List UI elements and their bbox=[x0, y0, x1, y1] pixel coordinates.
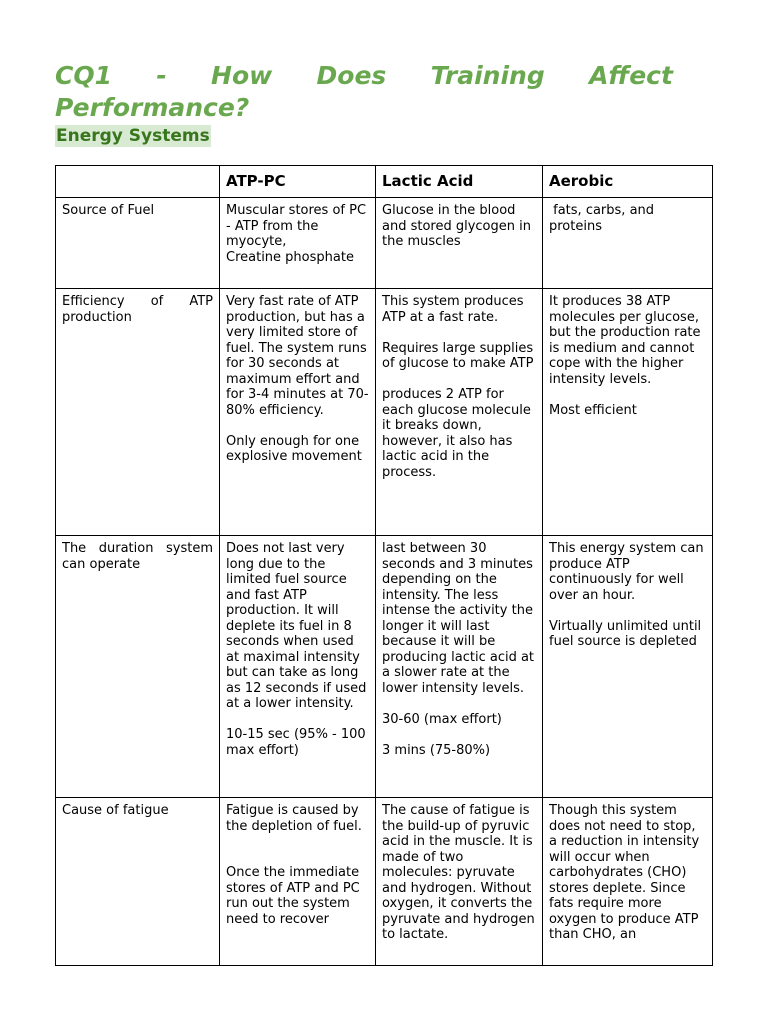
row-label: Source of Fuel bbox=[56, 198, 220, 289]
table-cell: Very fast rate of ATP production, but has a very limited store of fuel. The system runs for 30 seconds at maximum effort and for 3-4 minutes at 70-80% efficiency. Only enough for one explosive movement bbox=[220, 289, 376, 536]
header-cell-lactic-acid: Lactic Acid bbox=[376, 166, 543, 198]
title-word: Training bbox=[430, 61, 545, 90]
table-cell: Fatigue is caused by the depletion of fuel. Once the immediate stores of ATP and PC run out the system need to recover bbox=[220, 798, 376, 966]
title-line-2: Performance? bbox=[55, 93, 250, 122]
table-cell: Glucose in the blood and stored glycogen in the muscles bbox=[376, 198, 543, 289]
title-word: Does bbox=[316, 61, 387, 90]
table-row bbox=[56, 289, 713, 536]
table-cell: This energy system can produce ATP continuously for well over an hour. Virtually unlimited until fuel source is depleted bbox=[543, 536, 713, 798]
table-header-row bbox=[56, 166, 713, 198]
row-label: Efficiency of ATP production bbox=[56, 289, 220, 536]
table-row bbox=[56, 798, 713, 966]
header-cell-atp-pc: ATP-PC bbox=[220, 166, 376, 198]
title-word: - bbox=[156, 61, 167, 90]
table-cell: Muscular stores of PC - ATP from the myocyte, Creatine phosphate bbox=[220, 198, 376, 289]
header-cell-aerobic: Aerobic bbox=[543, 166, 713, 198]
table-cell: It produces 38 ATP molecules per glucose, but the production rate is medium and cannot cope with the higher intensity levels. Most efficient bbox=[543, 289, 713, 536]
table-cell: This system produces ATP at a fast rate. Requires large supplies of glucose to make ATP produces 2 ATP for each glucose molecule it breaks down, however, it also has lactic acid in the process. bbox=[376, 289, 543, 536]
row-label: The duration system can operate bbox=[56, 536, 220, 798]
table-row bbox=[56, 536, 713, 798]
table-cell: fats, carbs, and proteins bbox=[543, 198, 713, 289]
table-cell: The cause of fatigue is the build-up of pyruvic acid in the muscle. It is made of two molecules: pyruvate and hydrogen. Without oxygen, it converts the pyruvate and hydrogen to lactate. bbox=[376, 798, 543, 966]
page-title bbox=[55, 60, 673, 124]
title-word: How bbox=[211, 61, 273, 90]
title-line-1 bbox=[55, 60, 673, 92]
table-cell: last between 30 seconds and 3 minutes depending on the intensity. The less intense the activity the longer it will last because it will be producing lactic acid at a slower rate at the lower intensity levels. 30-60 (max effort) 3 mins (75-80%) bbox=[376, 536, 543, 798]
row-label: Cause of fatigue bbox=[56, 798, 220, 966]
energy-systems-table bbox=[55, 165, 713, 966]
title-word: CQ1 bbox=[55, 61, 112, 90]
table-cell: Does not last very long due to the limited fuel source and fast ATP production. It will deplete its fuel in 8 seconds when used at maximal intensity but can take as long as 12 seconds if used at a lower intensity. 10-15 sec (95% - 100 max effort) bbox=[220, 536, 376, 798]
table-cell: Though this system does not need to stop, a reduction in intensity will occur when carbohydrates (CHO) stores deplete. Since fats require more oxygen to produce ATP than CHO, an bbox=[543, 798, 713, 966]
section-heading: Energy Systems bbox=[56, 126, 210, 146]
title-word: Affect bbox=[589, 61, 673, 90]
header-cell-empty bbox=[56, 166, 220, 198]
table-row bbox=[56, 198, 713, 289]
